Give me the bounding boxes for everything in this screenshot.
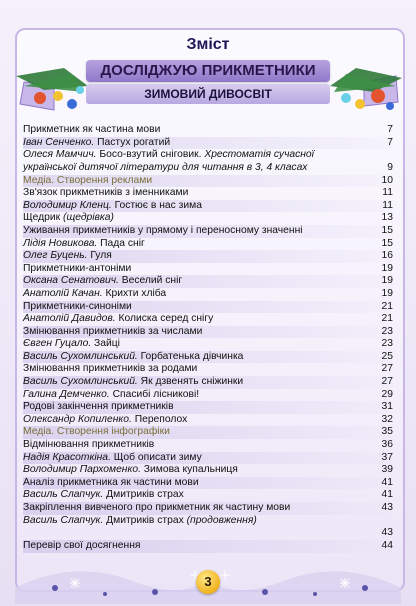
toc-entry-text (23, 376, 243, 389)
toc-entry-title: Перевір свої досягнення (23, 540, 141, 551)
toc-page-number: 23 (381, 325, 393, 337)
toc-entry-title: Крихти хліба (102, 287, 167, 299)
toc-entry-author: Галина Демченко. (23, 388, 110, 400)
toc-page-number: 44 (381, 540, 393, 551)
toc-entry-title: Уживання прикметників у прямому і переносному значенні (23, 224, 303, 236)
toc-page-number: 43 (381, 527, 393, 539)
toc-entry-text (23, 426, 170, 439)
toc-entry-title: Пастух рогатий (94, 136, 171, 148)
toc-page-number: 15 (381, 237, 393, 249)
toc-row (23, 515, 393, 540)
toc-page-number: 41 (381, 476, 393, 488)
toc-entry-text (23, 452, 202, 465)
toc-entry-author: Василь Слапчук. (23, 514, 104, 526)
toc-entry-title: Зв'язок прикметників з іменниками (23, 187, 189, 199)
toc-entry-title: Спасибі лісникові! (109, 388, 200, 400)
toc-row (23, 275, 393, 288)
toc-page-number: 19 (381, 262, 393, 274)
toc-entry-title: Змінювання прикметників за числами (23, 325, 203, 337)
toc-entry-text (23, 439, 154, 452)
toc-entry-title: Прикметник як частина мови (23, 124, 161, 135)
toc-page-number: 29 (381, 388, 393, 400)
unit-ribbon: ДОСЛІДЖУЮ ПРИКМЕТНИКИ (86, 60, 330, 82)
toc-entry-title: Закріплення вивченого про прикметник як частину мови (23, 502, 291, 514)
toc-entry-title: Дмитриків страх (103, 514, 187, 526)
toc-page-number: 41 (381, 489, 393, 501)
toc-row (23, 452, 393, 465)
toc-entry-extra: Хрестоматія сучасної української дитячої літератури для читання в 3, 4 класах (23, 149, 314, 173)
toc-entry-text (23, 212, 114, 225)
toc-entry-author: Олег Буцень. (23, 250, 88, 262)
toc-row (23, 288, 393, 301)
left-christmas-decoration-icon (14, 46, 92, 116)
toc-entry-text (23, 363, 197, 376)
toc-page-number: 7 (387, 136, 393, 148)
toc-page-number: 27 (381, 376, 393, 388)
toc-entry-title: Колиска серед снігу (115, 313, 214, 325)
toc-entry-text (23, 187, 188, 200)
toc-entry-author: Анатолій Давидов. (23, 313, 116, 325)
toc-entry-text (23, 250, 112, 263)
toc-row (23, 326, 393, 339)
toc-entry-title: Переполох (131, 413, 188, 425)
toc-entry-title: Відмінювання прикметників (23, 439, 155, 451)
toc-entry-text (23, 414, 187, 427)
toc-page-number: 32 (381, 413, 393, 425)
right-christmas-decoration-icon (326, 46, 404, 116)
toc-entry-author: Василь Слапчук. (23, 489, 104, 501)
toc-page-number: 11 (382, 187, 393, 199)
toc-row (23, 187, 393, 200)
toc-page-number: 15 (381, 224, 393, 236)
toc-row (23, 426, 393, 439)
toc-entry-text (23, 502, 290, 515)
toc-entry-author: Надія Красоткіна. (23, 451, 111, 463)
toc-entry-title: Змінювання прикметників за родами (23, 363, 198, 375)
toc-entry-text (23, 238, 145, 251)
toc-row (23, 502, 393, 515)
toc-row (23, 540, 393, 553)
toc-page-number: 21 (381, 300, 393, 312)
toc-entry-text (23, 477, 199, 490)
toc-entry-text (23, 326, 202, 339)
toc-entry-author: Василь Сухомлинський. (23, 376, 138, 388)
toc-row (23, 313, 393, 326)
toc-entry-text (23, 263, 131, 276)
toc-page-number: 37 (381, 451, 393, 463)
toc-row (23, 301, 393, 314)
toc-entry-title: Пада сніг (97, 237, 145, 249)
toc-entry-title: Зайці (91, 338, 120, 350)
toc-entry-text (23, 124, 160, 137)
toc-row (23, 124, 393, 137)
toc-entry-title: Прикметники-синоніми (23, 300, 132, 312)
toc-row (23, 149, 393, 174)
toc-entry-text (23, 338, 120, 351)
toc-row (23, 225, 393, 238)
page-title: Зміст (186, 36, 230, 53)
toc-entry-author: Іван Сенченко. (23, 136, 95, 148)
toc-entry-author: Євген Гуцало. (23, 338, 92, 350)
toc-row (23, 376, 393, 389)
toc-page-number: 10 (381, 174, 393, 186)
toc-entry-title: Щоб описати зиму (110, 451, 202, 463)
toc-entry-text (23, 288, 166, 301)
toc-entry-text (23, 464, 238, 477)
page-number-badge: 3 (196, 570, 220, 594)
toc-entry-title: Щедрик (23, 212, 64, 224)
toc-page-number: 11 (382, 199, 393, 211)
toc-entry-title: Як дзвенять сніжинки (137, 376, 244, 388)
toc-entry-title: Зимова купальниця (140, 464, 238, 476)
toc-page-number: 16 (381, 250, 393, 262)
toc-page-number: 13 (381, 212, 393, 224)
toc-entry-author: Лідія Новикова. (23, 237, 98, 249)
toc-entry-text (23, 225, 303, 238)
toc-entry-text (23, 389, 199, 402)
toc-page-number: 19 (381, 287, 393, 299)
toc-page-number: 39 (381, 464, 393, 476)
toc-row (23, 250, 393, 263)
toc-page-number: 43 (381, 502, 393, 514)
toc-page-number: 21 (381, 313, 393, 325)
toc-entry-text (23, 175, 152, 188)
toc-row (23, 351, 393, 364)
toc-row (23, 489, 393, 502)
toc-entry-text (23, 275, 182, 288)
toc-entry-title: Медіа. Створення інфографіки (23, 426, 170, 438)
toc-row (23, 363, 393, 376)
toc-entry-extra: (щедрівка) (63, 212, 114, 224)
table-of-contents (23, 124, 393, 553)
toc-row (23, 401, 393, 414)
toc-entry-author: Володимир Кленц. (23, 199, 112, 211)
toc-page-number: 25 (381, 350, 393, 362)
toc-page-number: 27 (381, 363, 393, 375)
toc-entry-title: Аналіз прикметника як частини мови (23, 476, 199, 488)
toc-entry-text (23, 301, 132, 314)
toc-entry-title: Босо-взутий сніговик. (96, 149, 205, 161)
toc-row (23, 175, 393, 188)
toc-row (23, 137, 393, 150)
toc-row (23, 464, 393, 477)
toc-entry-title: Гуля (87, 250, 112, 262)
toc-row (23, 263, 393, 276)
toc-entry-extra: (продовження) (186, 514, 257, 526)
toc-page-number: 31 (381, 401, 393, 413)
toc-entry-author: Володимир Пархоменко. (23, 464, 141, 476)
toc-row (23, 414, 393, 427)
toc-row (23, 389, 393, 402)
toc-entry-title: Прикметники-антоніми (23, 262, 132, 274)
toc-row (23, 477, 393, 490)
toc-page-number: 19 (381, 275, 393, 287)
toc-entry-title: Дмитриків страх (103, 489, 184, 501)
toc-entry-title: Веселий сніг (118, 275, 183, 287)
section-heading: ЗИМОВИЙ ДИВОСВІТ (86, 84, 330, 104)
toc-entry-text (23, 200, 202, 213)
toc-entry-text (23, 149, 363, 174)
toc-row (23, 439, 393, 452)
toc-row (23, 212, 393, 225)
toc-row (23, 338, 393, 351)
toc-entry-author: Олександр Копиленко. (23, 413, 132, 425)
toc-entry-text (23, 137, 170, 150)
toc-entry-title: Горбатенька дівчинка (137, 350, 244, 362)
toc-entry-text (23, 401, 174, 414)
toc-entry-text (23, 540, 140, 553)
toc-entry-title: Родові закінчення прикметників (23, 401, 174, 413)
toc-entry-text (23, 489, 184, 502)
toc-page-number: 7 (387, 124, 393, 135)
toc-page-number: 9 (387, 161, 393, 173)
toc-row (23, 200, 393, 213)
toc-row (23, 238, 393, 251)
toc-page-number: 23 (381, 338, 393, 350)
toc-entry-text (23, 351, 243, 364)
toc-entry-text (23, 515, 363, 528)
toc-entry-title: Медіа. Створення реклами (23, 174, 153, 186)
toc-page-number: 35 (381, 426, 393, 438)
toc-entry-author: Василь Сухомлинський. (23, 350, 138, 362)
toc-entry-author: Оксана Сенатович. (23, 275, 119, 287)
toc-entry-title: Гостює в нас зима (111, 199, 202, 211)
toc-entry-author: Олеся Мамчич. (23, 149, 97, 161)
toc-entry-text (23, 313, 213, 326)
toc-page-number: 36 (381, 439, 393, 451)
toc-entry-author: Анатолій Качан. (23, 287, 103, 299)
